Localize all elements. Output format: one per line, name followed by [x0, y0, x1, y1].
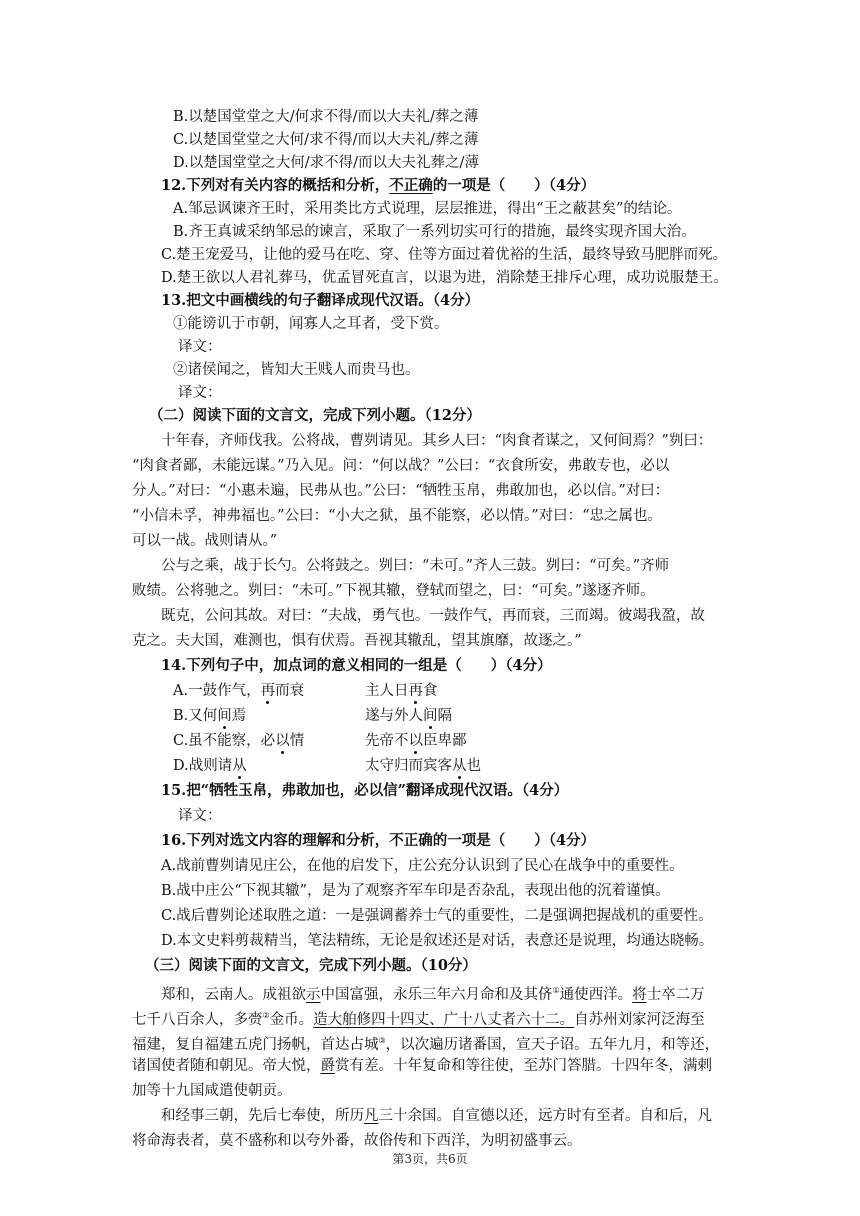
q14-option-c-pair	[365, 731, 467, 751]
section-3-heading: （三）阅读下面的文言文，完成下列小题。（10分）	[145, 957, 477, 974]
p3-l4-a: 诸国使者随和朝见。帝大悦，	[132, 1058, 321, 1074]
p3-l1-c: 中国富强，永乐三年六月命和及其侪	[320, 986, 553, 1003]
q13-translation-1-label: 译文：	[178, 339, 222, 355]
p3-l4-underlined-jue: 爵	[320, 1058, 335, 1074]
q14-b-pair-dotted: 间	[423, 708, 438, 724]
q14-option-b-pair	[365, 706, 452, 726]
footnote-3-marker: ③	[378, 1036, 386, 1045]
passage-3-line-4	[132, 1056, 712, 1076]
q14-option-b	[173, 706, 246, 726]
q12-option-c: C.楚王宠爱马，让他的爱马在吃、穿、住等方面过着优裕的生活，最终导致马肥胖而死。	[161, 247, 728, 263]
p3-l4-c: 赏有差。十年复命和等往使，至苏门答腊。十四年冬，满剌	[335, 1058, 712, 1074]
q15-stem: 15.把“牺牲玉帛，弗敢加也，必以信”翻译成现代汉语。（4分）	[161, 782, 569, 799]
q14-b-pair-text-2: 隔	[437, 708, 452, 724]
p3-l1-f: 士卒二万	[646, 986, 705, 1003]
section-2-heading: （二）阅读下面的文言文，完成下列小题。（12分）	[149, 407, 481, 424]
page-footer: 第3页，共6页	[392, 1152, 468, 1166]
passage-2-line-7: 败绩。公将驰之。刿曰：“未可。”下视其辙，登轼而望之，曰：“可矣。”遂逐齐师。	[132, 583, 655, 599]
q11-option-c: C.以楚国堂堂之大何/求不得/而以大夫礼/葬之薄	[173, 132, 479, 148]
passage-2-line-2: “肉食者鄙，未能远谋。”乃入见。问：“何以战？”公曰：“衣食所安，弗敢专也，必以	[132, 458, 670, 474]
q14-a-dotted-1: 再	[260, 683, 276, 699]
q12-stem-b: 的一项是（ ）（4分）	[432, 177, 596, 194]
p3-l2-underlined-sentence: 造大舶修四十四丈、广十八丈者六十二。	[313, 1011, 575, 1028]
q14-option-a-pair	[365, 681, 438, 701]
q14-a-text-2: 而衰	[275, 683, 305, 699]
passage-3-line-2	[132, 1006, 705, 1030]
p3-l6-a: 和经事三朝，先后七奉使，所历	[161, 1108, 364, 1124]
q14-option-a	[173, 681, 304, 701]
q13-translation-2-label: 译文：	[178, 385, 222, 401]
q13-sentence-1: ①能谤讥于市朝，闻寡人之耳者，受下赏。	[173, 316, 449, 332]
p3-l1-underlined-shi: 示	[306, 986, 321, 1003]
q14-b-pair-text-1: 遂与外人	[365, 708, 423, 724]
q12-stem-a: 12.下列对有关内容的概括和分析，	[161, 177, 390, 194]
passage-2-line-1: 十年春，齐师伐我。公将战，曹刿请见。其乡人曰：“肉食者谋之，又何间焉？”刿曰：	[161, 433, 713, 449]
q14-option-c	[173, 731, 304, 751]
q14-c-pair-text-1: 先帝不	[365, 733, 409, 749]
q14-c-dotted-1: 以	[275, 733, 290, 749]
q14-c-text-1: C.虽不能察，必	[173, 733, 276, 749]
q14-option-d	[173, 756, 247, 776]
q16-option-d: D.本文史料剪裁精当，笔法精练，无论是叙述还是对话，表意还是说理，均通达晓畅。	[161, 933, 714, 949]
q14-b-text-2: 焉	[231, 708, 247, 724]
q14-a-pair-text-1: 主人日	[365, 683, 409, 699]
q12-option-b: B.齐王真诚采纳邹忌的谏言，采取了一系列切实可行的措施，最终实现齐国大治。	[173, 224, 696, 240]
q16-option-a: A.战前曹刿请见庄公，在他的启发下，庄公充分认识到了民心在战争中的重要性。	[161, 858, 684, 874]
p3-l3-a: 福建，复自福建五虎门扬帆，首达占城	[132, 1036, 379, 1053]
passage-2-line-4: “小信未孚，神弗福也。”公曰：“小大之狱，虽不能察，必以情。”对曰：“忠之属也。	[132, 508, 663, 524]
q11-option-d: D.以楚国堂堂之大何/求不得/而以大夫礼葬之/薄	[173, 155, 479, 171]
q14-a-pair-text-2: 食	[423, 683, 438, 699]
p3-l2-d: 自苏州刘家河泛海至	[574, 1011, 705, 1028]
passage-2-line-8: 既克，公问其故。对曰：“夫战，勇气也。一鼓作气，再而衰，三而竭。彼竭我盈，故	[161, 608, 705, 624]
passage-3-line-3	[132, 1031, 719, 1055]
q14-d-dotted-1: 从	[232, 758, 247, 774]
q14-c-pair-text-2: 臣卑鄙	[423, 733, 467, 749]
q12-option-a: A.邹忌讽谏齐王时，采用类比方式说理，层层推进，得出“王之蔽甚矣”的结论。	[173, 201, 682, 217]
passage-3-line-7: 将命海表者，莫不盛称和以夸外番，故俗传和下西洋，为明初盛事云。	[132, 1133, 582, 1149]
footnote-1-marker: ①	[552, 986, 560, 995]
passage-2-line-5: 可以一战。战则请从。”	[132, 533, 278, 549]
q14-d-text-1: D.战则请	[173, 758, 233, 774]
q14-c-pair-dotted: 以	[408, 733, 423, 749]
q14-b-text-1: B.又何	[173, 708, 218, 724]
p3-l2-b: 金币。	[269, 1011, 314, 1028]
q14-a-pair-dotted: 再	[408, 683, 423, 699]
q14-d-pair-dotted: 从	[452, 758, 467, 774]
q12-stem	[161, 176, 595, 196]
passage-2-line-9: 克之。夫大国，难测也，惧有伏焉。吾视其辙乱，望其旗靡，故逐之。”	[132, 633, 582, 649]
p3-l6-underlined-fan: 凡	[364, 1108, 379, 1124]
q11-option-b: B.以楚国堂堂之大/何求不得/而以大夫礼/葬之薄	[173, 109, 479, 125]
q16-option-b: B.战中庄公“下视其辙”，是为了观察齐军车印是否杂乱，表现出他的沉着谨慎。	[161, 883, 670, 899]
p3-l3-b: ，以次遍历诸番国，宣天子诏。五年九月，和等还，	[385, 1036, 720, 1053]
passage-2-line-6: 公与之乘，战于长勺。公将鼓之。刿曰：“未可。”齐人三鼓。刿曰：“可矣。”齐师	[161, 558, 670, 574]
q15-translation-label: 译文：	[178, 808, 222, 824]
q16-stem: 16.下列对选文内容的理解和分析，不正确的一项是（ ）（4分）	[161, 832, 596, 849]
p3-l1-underlined-jiang: 将	[632, 986, 647, 1003]
passage-3-line-1	[161, 981, 705, 1005]
q13-stem: 13.把文中画横线的句子翻译成现代汉语。（4分）	[161, 292, 480, 309]
p3-l2-a: 七千八百余人，多赍	[132, 1011, 263, 1028]
passage-3-line-5: 加等十九国咸遣使朝贡。	[132, 1083, 292, 1099]
passage-3-line-6	[161, 1106, 712, 1126]
passage-2-line-3: 分人。”对曰：“小惠未遍，民弗从也。”公曰：“牺牲玉帛，弗敢加也，必以信。”对曰：	[132, 483, 670, 499]
q14-a-text-1: A.一鼓作气，	[173, 683, 261, 699]
q14-c-text-2: 情	[289, 733, 305, 749]
q12-stem-underlined: 不正确	[389, 177, 433, 194]
q16-option-c: C.战后曹刿论述取胜之道：一是强调蓄养士气的重要性，二是强调把握战机的重要性。	[161, 908, 713, 924]
footnote-2-marker: ②	[262, 1011, 270, 1020]
q14-stem: 14.下列句子中，加点词的意义相同的一组是（ ）（4分）	[161, 657, 552, 674]
q14-d-pair-text-1: 太守归而宾客	[365, 758, 452, 774]
p3-l1-d: 通使西洋。	[559, 986, 633, 1003]
q14-option-d-pair	[365, 756, 481, 776]
p3-l6-c: 三十余国。自宣德以还，远方时有至者。自和后，凡	[378, 1108, 712, 1124]
p3-l1-a: 郑和，云南人。成祖欲	[161, 986, 306, 1003]
q13-sentence-2: ②诸侯闻之，皆知大王贱人而贵马也。	[173, 362, 420, 378]
q14-b-dotted-1: 间	[217, 708, 232, 724]
q12-option-d: D.楚王欲以人君礼葬马，优孟冒死直言，以退为进，消除楚王排斥心理，成功说服楚王。	[161, 270, 728, 286]
q14-d-pair-text-2: 也	[466, 758, 481, 774]
